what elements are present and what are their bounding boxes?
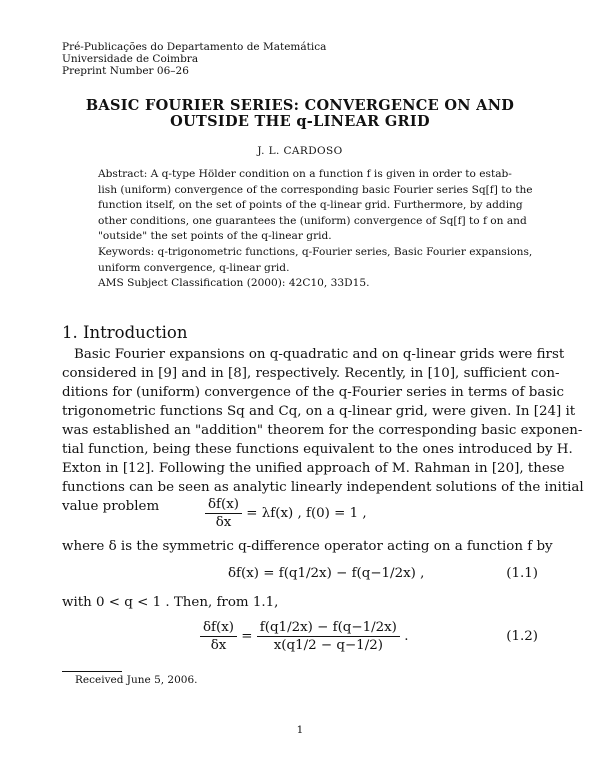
abstract-line: "outside" the set points of the q-linear grid. <box>98 230 332 242</box>
section-heading: 1. Introduction <box>62 323 188 342</box>
equation-rhs: = λf(x) , f(0) = 1 , <box>246 506 367 521</box>
period: . <box>404 629 409 644</box>
abstract <box>98 167 533 245</box>
equation-1-2 <box>200 619 408 654</box>
fraction-lhs: $\frac{\delta f(x)}{\delta x}$ <box>200 619 237 654</box>
author: J. L. CARDOSO <box>257 145 343 157</box>
paper-title-line-1: BASIC FOURIER SERIES: CONVERGENCE ON AND <box>85 97 515 114</box>
keywords-line: uniform convergence, q-linear grid. <box>98 261 290 274</box>
equation-initial-value <box>205 496 367 531</box>
equation-text: δf(x) = f(q1/2x) − f(q−1/2x) , <box>228 566 425 581</box>
paragraph-line: with 0 < q < 1 . Then, from 1.1, <box>62 595 279 610</box>
paragraph-line: Exton in [12]. Following the unified approach of M. Rahman in [20], these <box>62 461 565 476</box>
keywords <box>98 245 533 292</box>
abstract-line: Abstract: A q-type Hölder condition on a function f is given in order to estab- <box>98 168 512 180</box>
abstract-line: other conditions, one guarantees the (uniform) convergence of Sq[f] to f on and <box>98 214 527 227</box>
keywords-line: Keywords: q-trigonometric functions, q-Fourier series, Basic Fourier expansions, <box>98 246 533 258</box>
abstract-line: lish (uniform) convergence of the corresponding basic Fourier series Sq[f] to the <box>98 183 533 196</box>
paragraph-line: Basic Fourier expansions on q-quadratic and on q-linear grids were first <box>74 347 565 362</box>
paragraph-line: considered in [9] and in [8], respectively. Recently, in [10], sufficient con- <box>62 366 560 381</box>
fraction: $\frac{\delta f(x)}{\delta x}$ <box>205 496 242 531</box>
paper-title-line-2: OUTSIDE THE q-LINEAR GRID <box>170 113 430 130</box>
paragraph-line: was established an "addition" theorem for the corresponding basic exponen- <box>62 423 583 438</box>
text-line <box>62 537 553 556</box>
paragraph-line: value problem <box>62 499 160 514</box>
paragraph-line: trigonometric functions Sq and Cq, on a q-linear grid, were given. In [24] it <box>62 404 576 419</box>
preprint-header-line-3: Preprint Number 06–26 <box>62 65 189 77</box>
footnote-rule <box>62 671 122 672</box>
paragraph-line: tial function, being these functions equivalent to the ones introduced by H. <box>62 442 573 457</box>
preprint-header-line-2: Universidade de Coimbra <box>62 53 199 65</box>
paragraph-line: functions can be seen as analytic linearly independent solutions of the initial <box>62 480 584 495</box>
equals-sign: = <box>241 629 253 644</box>
abstract-line: function itself, on the set of points of the q-linear grid. Furthermore, by adding <box>98 199 523 211</box>
text-line <box>62 593 538 612</box>
footnote: Received June 5, 2006. <box>75 674 198 686</box>
paragraph-line: where δ is the symmetric q-difference operator acting on a function f by <box>62 539 553 554</box>
fraction-rhs: $\frac{f(q1/2x) - f(q-1/2x)}{x(q1/2 - q-1/2)}$ <box>257 619 400 654</box>
equation-1-1 <box>228 566 424 581</box>
equation-number-1-1: (1.1) <box>506 566 538 581</box>
paragraph-line: ditions for (uniform) convergence of the q-Fourier series in terms of basic <box>62 385 565 400</box>
intro-paragraph <box>62 345 584 516</box>
ams-classification: AMS Subject Classification (2000): 42C10, 33D15. <box>98 277 370 289</box>
page-number: 1 <box>296 724 304 736</box>
preprint-header-line-1: Pré-Publicações do Departamento de Matemática <box>62 41 327 53</box>
equation-number-1-2: (1.2) <box>506 629 538 644</box>
